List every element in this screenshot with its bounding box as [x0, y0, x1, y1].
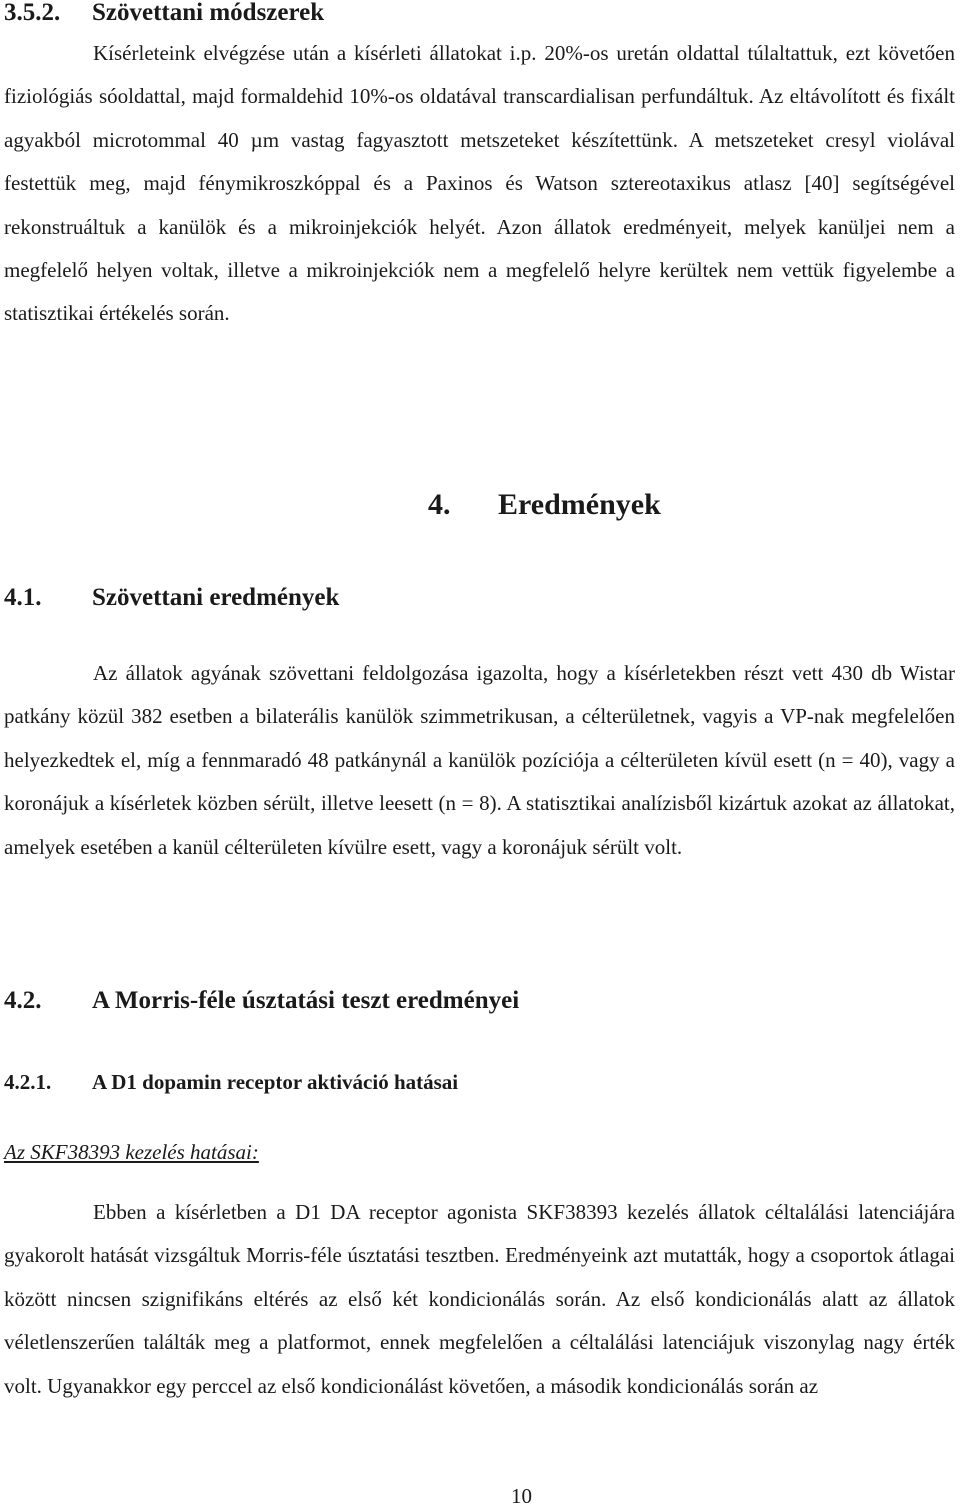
section-heading-4-1	[4, 583, 339, 613]
section-title: Szövettani eredmények	[92, 584, 340, 611]
section-number: 4.2.	[4, 987, 42, 1014]
chapter-heading-4	[428, 487, 661, 523]
chapter-number: 4.	[428, 488, 451, 521]
section-number: 4.2.1.	[4, 1070, 52, 1094]
section-title: A Morris-féle úsztatási teszt eredményei	[92, 987, 520, 1014]
paragraph-histology-results: Az állatok agyának szövettani feldolgozása igazolta, hogy a kísérletekben részt vett 430 db Wistar patkány közül 382 esetben a bilaterális kanülök szimmetrikusan, a célterületnek, vagyis a VP-nak megfelelően helyezkedtek el, míg a fennmaradó 48 patkánynál a kanülök pozíciója a célterületen kívül esett (n = 40), vagy a koronájuk a kísérletek közben sérült, illetve leesett (n = 8). A statisztikai analízisből kizártuk azokat az állatokat, amelyek esetében a kanül célterületen kívülre esett, vagy a koronájuk sérült volt.	[4, 661, 955, 859]
section-heading-3-5-2	[4, 0, 324, 28]
section-number: 4.1.	[4, 584, 42, 611]
section-title: A D1 dopamin receptor aktiváció hatásai	[92, 1070, 459, 1094]
section-number: 3.5.2.	[4, 0, 61, 26]
page-number: 10	[511, 1484, 532, 1508]
section-heading-4-2	[4, 986, 519, 1016]
section-title: Szövettani módszerek	[92, 0, 325, 26]
chapter-title: Eredmények	[498, 488, 661, 521]
paragraph-methods: Kísérleteink elvégzése után a kísérleti állatokat i.p. 20%-os uretán oldattal túlaltattuk, ezt követően fiziológiás sóoldattal, majd formaldehid 10%-os oldatával transcardialisan perfundáltuk. Az eltávolított és fixált agyakból microtommal 40 µm vastag fagyasztott metszeteket készítettünk. A metszeteket cresyl violával festettük meg, majd fénymikroszkóppal és a Paxinos és Watson sztereotaxikus atlasz [40] segítségével rekonstruáltuk a kanülök és a mikroinjekciók helyét. Azon állatok eredményeit, melyek kanüljei nem a megfelelő helyen voltak, illetve a mikroinjekciók nem a megfelelő helyre kerültek nem vettük figyelembe a statisztikai értékelés során.	[4, 41, 955, 326]
subsection-subtitle: Az SKF38393 kezelés hatásai:	[4, 1140, 259, 1164]
section-heading-4-2-1	[4, 1069, 458, 1095]
paragraph-skf38393: Ebben a kísérletben a D1 DA receptor agonista SKF38393 kezelés állatok céltalálási latenciájára gyakorolt hatását vizsgáltuk Morris-féle úsztatási tesztben. Eredményeink azt mutatták, hogy a csoportok átlagai között nincsen szignifikáns eltérés az első két kondicionálás során. Az első kondicionálás alatt az állatok véletlenszerűen találták meg a platformot, ennek megfelelően a céltalálási latenciájuk viszonylag nagy érték volt. Ugyanakkor egy perccel az első kondicionálást követően, a második kondicionálás során az	[4, 1200, 955, 1398]
